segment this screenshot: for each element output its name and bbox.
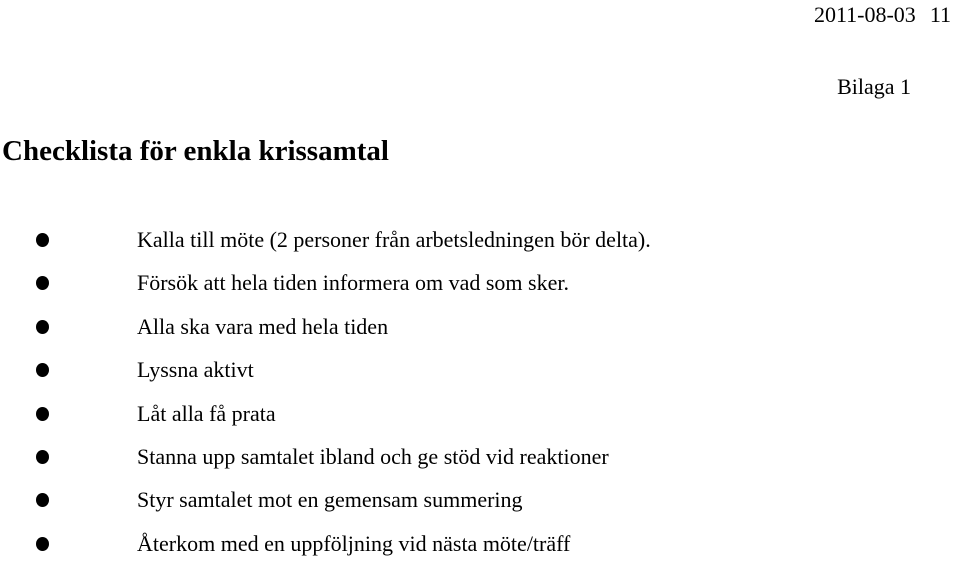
checklist-item-text: Styr samtalet mot en gemensam summering <box>137 487 523 513</box>
document-title: Checklista för enkla krissamtal <box>2 135 389 167</box>
checklist-item-text: Lyssna aktivt <box>137 357 254 383</box>
page-number: 11 <box>929 2 951 27</box>
checklist-item-text: Alla ska vara med hela tiden <box>137 313 389 339</box>
bullet-icon <box>36 493 49 507</box>
page-header <box>814 2 951 28</box>
checklist-item-text: Stanna upp samtalet ibland och ge stöd vid reaktioner <box>137 443 609 469</box>
checklist-item-text: Låt alla få prata <box>137 400 276 426</box>
bullet-icon <box>36 537 49 551</box>
bullet-icon <box>36 407 49 421</box>
bullet-icon <box>36 276 49 290</box>
checklist-item-text: Försök att hela tiden informera om vad som sker. <box>137 270 569 296</box>
bullet-icon <box>36 363 49 377</box>
bullet-icon <box>36 450 49 464</box>
checklist-item-text: Kalla till möte (2 personer från arbetsledningen bör delta). <box>137 227 651 252</box>
appendix-label: Bilaga 1 <box>837 74 911 99</box>
checklist-item-text: Återkom med en uppföljning vid nästa möte/träff <box>137 530 571 556</box>
bullet-icon <box>36 320 49 334</box>
header-date: 2011-08-03 <box>813 2 916 27</box>
bullet-icon <box>36 233 49 247</box>
